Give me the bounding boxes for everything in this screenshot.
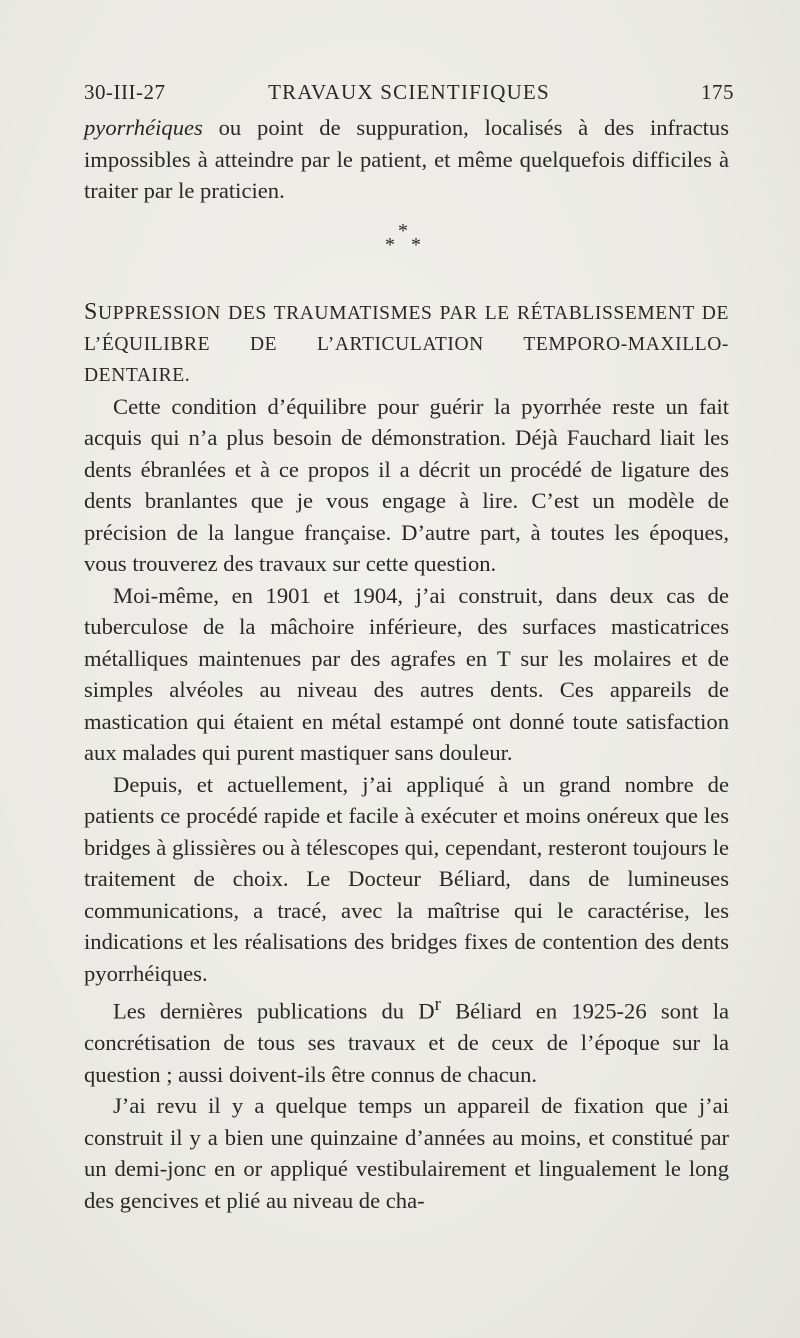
paragraph-2: Moi-même, en 1901 et 1904, j’ai construit, dans deux cas de tuberculose de la mâchoire inférieure, des surfaces masticatrices métalliques maintenues par des agrafes en T sur les molaires et de simples alvéoles au niveau des autres dents. Ces appareils de mastication qui étaient en métal estampé ont donné toute satisfaction aux malades qui purent mastiquer sans douleur.	[84, 582, 729, 765]
superscript-r: r	[434, 994, 441, 1015]
asterisk-top: *	[398, 219, 408, 242]
paragraph-5: J’ai revu il y a quelque temps un appareil de fixation que j’ai construit il y a bien une quinzaine d’années au moins, et constitué par un demi-jonc en or appliqué vestibulairement et lingualement le long des gencives et plié au niveau de cha-	[84, 1093, 729, 1213]
section-separator	[84, 221, 729, 273]
header-date: 30-III-27	[84, 80, 166, 104]
paragraph-1: Cette condition d’équilibre pour guérir la pyorrhée reste un fait acquis qui n’a plus besoin de démonstration. Déjà Fauchard liait les dents ébranlées et à ce propos il a décrit un procédé de ligature des dents branlantes que je vous engage à lire. C’est un modèle de précision de la langue française. D’autre part, à toutes les époques, vous trouverez des travaux sur cette question.	[84, 393, 729, 576]
heading-text: UPPRESSION DES TRAUMATISMES PAR LE RÉTABLISSEMENT DE L’ÉQUILIBRE DE L’ARTICULATION TEMPORO-MAXILLO-DENTAIRE.	[84, 302, 729, 386]
page-number: 175	[701, 80, 734, 104]
running-header	[84, 80, 734, 112]
paragraph-continuation	[84, 112, 729, 207]
paragraph-4-end: Béliard en 1925-26 sont la concrétisation de tous ses travaux et de ceux de l’époque sur la question ; aussi doivent-ils être connus de chacun.	[84, 998, 729, 1087]
page-body	[84, 112, 729, 1216]
heading-initial: S	[84, 298, 98, 325]
paragraph-4-start: Les dernières publications du D	[113, 998, 435, 1024]
paragraph-4	[84, 989, 729, 1090]
paragraph-text: ou point de suppuration, localisés à des infractus impossibles à atteindre par le patient, et même quelquefois difficiles à traiter par le praticien.	[84, 115, 729, 203]
paragraph-3: Depuis, et actuellement, j’ai appliqué à un grand nombre de patients ce procédé rapide et facile à exécuter et moins onéreux que les bridges à glissières ou à télescopes qui, cependant, resteront toujours le traitement de choix. Le Docteur Béliard, dans de lumineuses communications, a tracé, avec la maîtrise qui le caractérise, les indications et les réalisations des bridges fixes de contention des dents pyorrhéiques.	[84, 771, 729, 986]
section-heading	[84, 297, 729, 391]
asterisk-right: *	[411, 233, 421, 256]
asterisk-left: *	[385, 233, 395, 256]
italic-word: pyorrhéiques	[84, 115, 203, 140]
header-title: TRAVAUX SCIENTIFIQUES	[268, 80, 550, 104]
